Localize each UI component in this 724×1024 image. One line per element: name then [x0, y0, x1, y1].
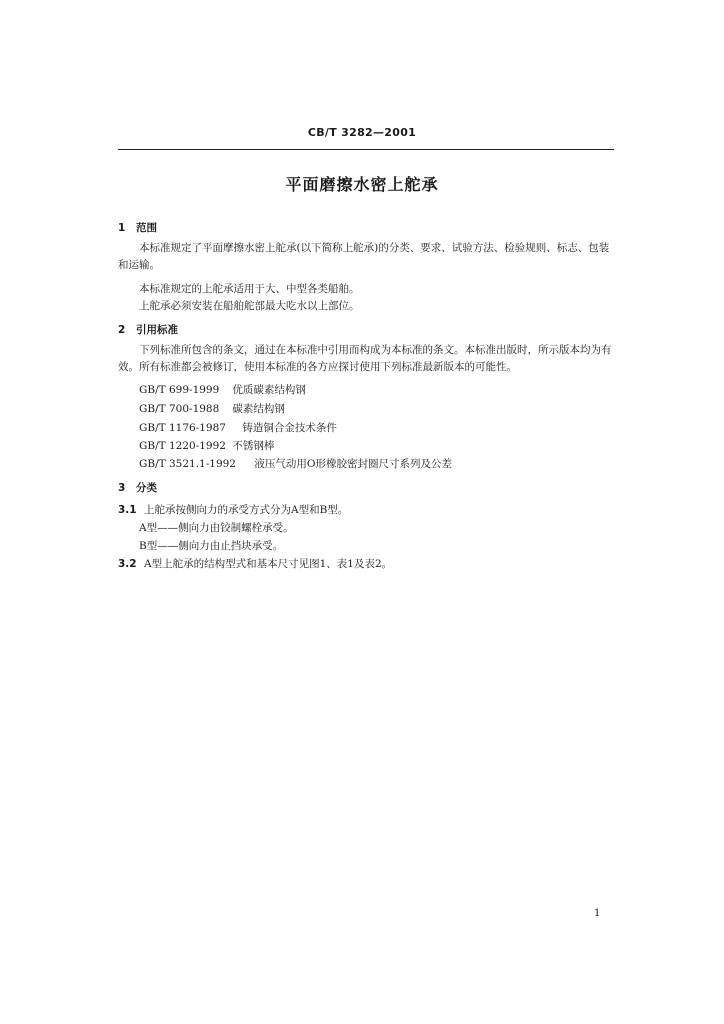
clause-3-2	[118, 556, 392, 571]
reference-name: 优质碳素结构钢	[232, 384, 306, 396]
reference-code: GB/T 1176-1987	[139, 422, 226, 434]
section-2-title: 引用标准	[136, 324, 178, 336]
section-3-title: 分类	[136, 482, 157, 494]
section-2-heading	[118, 322, 178, 337]
clause-3-1-text: 上舵承按侧向力的承受方式分为A型和B型。	[144, 504, 349, 516]
section-1-para-2: 本标准规定的上舵承适用于大、中型各类船舶。	[139, 283, 360, 295]
type-a-definition: A型——侧向力由铰制螺栓承受。	[139, 522, 294, 534]
section-1-para-1: 本标准规定了平面摩擦水密上舵承(以下简称上舵承)的分类、要求、试验方法、检验规则、标志、包装和运输。	[118, 242, 610, 271]
reference-item	[139, 382, 306, 397]
clause-3-2-number: 3.2	[118, 558, 137, 570]
section-1-title: 范围	[136, 222, 157, 234]
clause-3-1	[118, 502, 348, 517]
type-b-definition: B型——侧向力由止挡块承受。	[139, 540, 284, 552]
document-title: 平面磨擦水密上舵承	[285, 175, 439, 194]
header-rule	[118, 149, 614, 150]
reference-code: GB/T 3521.1-1992	[139, 458, 236, 470]
reference-name: 不锈钢棒	[232, 440, 275, 452]
section-2-para-1: 下列标准所包含的条文，通过在本标准中引用而构成为本标准的条文。本标准出版时，所示版本均为有效。所有标准都会被修订，使用本标准的各方应探讨使用下列标准最新版本的可能性。	[118, 344, 612, 373]
reference-item	[139, 456, 452, 471]
reference-code: GB/T 699-1999	[139, 384, 220, 396]
reference-name: 液压气动用O形橡胶密封圈尺寸系列及公差	[254, 458, 452, 470]
section-3-heading	[118, 480, 157, 495]
page-number: 1	[594, 908, 601, 919]
section-1-number: 1	[118, 222, 126, 234]
reference-item	[139, 420, 337, 435]
reference-code: GB/T 700-1988	[139, 403, 220, 415]
reference-name: 铸造铜合金技术条件	[242, 422, 337, 434]
reference-code: GB/T 1220-1992	[139, 440, 226, 452]
section-2-number: 2	[118, 324, 126, 336]
clause-3-1-number: 3.1	[118, 504, 137, 516]
section-3-number: 3	[118, 482, 126, 494]
section-1-heading	[118, 220, 157, 235]
section-1-para-3: 上舵承必须安装在船舶舵部最大吃水以上部位。	[139, 300, 360, 312]
reference-item	[139, 438, 274, 453]
standard-number: CB/T 3282—2001	[307, 126, 417, 139]
reference-name: 碳素结构钢	[232, 403, 285, 415]
reference-item	[139, 401, 285, 416]
clause-3-2-text: A型上舵承的结构型式和基本尺寸见图1、表1及表2。	[144, 558, 393, 570]
